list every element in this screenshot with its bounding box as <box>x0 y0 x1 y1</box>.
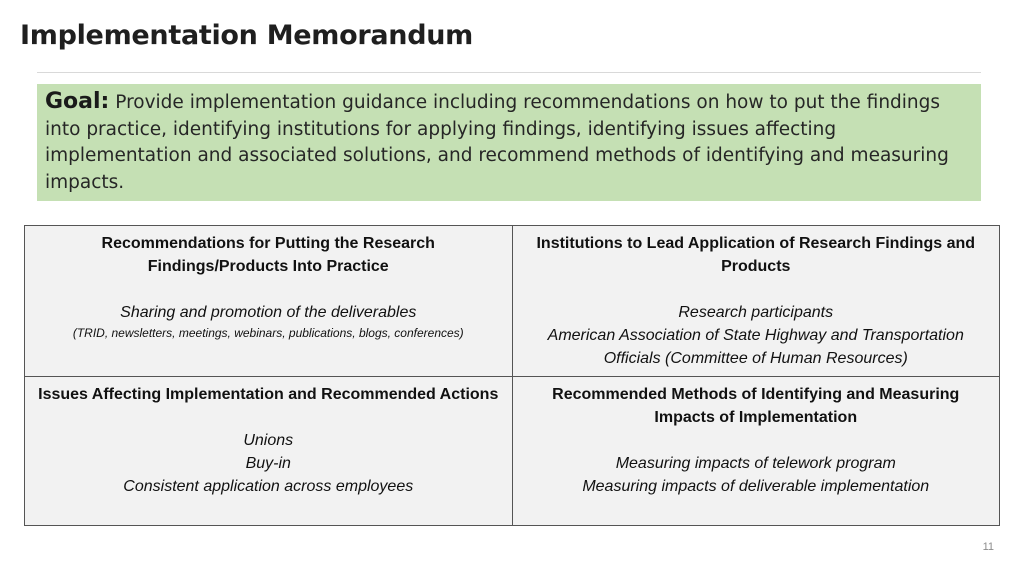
slide-title: Implementation Memorandum <box>20 20 474 51</box>
issues-heading: Issues Affecting Implementation and Recommended Actions <box>38 386 499 403</box>
methods-cell <box>512 377 1000 526</box>
method-item: Measuring impacts of deliverable implementation <box>582 478 930 495</box>
institution-item: American Association of State Highway and Transportation Officials (Committee of Human Resources) <box>547 327 964 367</box>
methods-heading: Recommended Methods of Identifying and Measuring Impacts of Implementation <box>552 386 960 426</box>
goal-box <box>37 84 981 201</box>
recommendations-heading: Recommendations for Putting the Research Findings/Products Into Practice <box>101 235 435 275</box>
issue-item: Buy-in <box>245 455 291 472</box>
implementation-grid <box>24 225 1000 526</box>
title-divider <box>37 72 981 73</box>
institution-item: Research participants <box>678 304 834 321</box>
page-number: 11 <box>982 541 994 553</box>
issue-item: Unions <box>243 432 294 449</box>
goal-label: Goal: <box>45 89 110 114</box>
institutions-cell <box>512 226 1000 377</box>
method-item: Measuring impacts of telework program <box>615 455 896 472</box>
issues-cell <box>25 377 513 526</box>
issue-item: Consistent application across employees <box>123 478 414 495</box>
goal-text: Provide implementation guidance including recommendations on how to put the findings into practice, identifying institutions for applying findings, identifying issues affecting implementation and associated solutions, and recommend methods of identifying and measuring impacts. <box>45 92 949 193</box>
recommendations-cell <box>25 226 513 377</box>
institutions-heading: Institutions to Lead Application of Research Findings and Products <box>536 235 976 275</box>
recommendation-item: Sharing and promotion of the deliverables <box>120 304 417 321</box>
recommendation-note: (TRID, newsletters, meetings, webinars, publications, blogs, conferences) <box>72 326 464 340</box>
